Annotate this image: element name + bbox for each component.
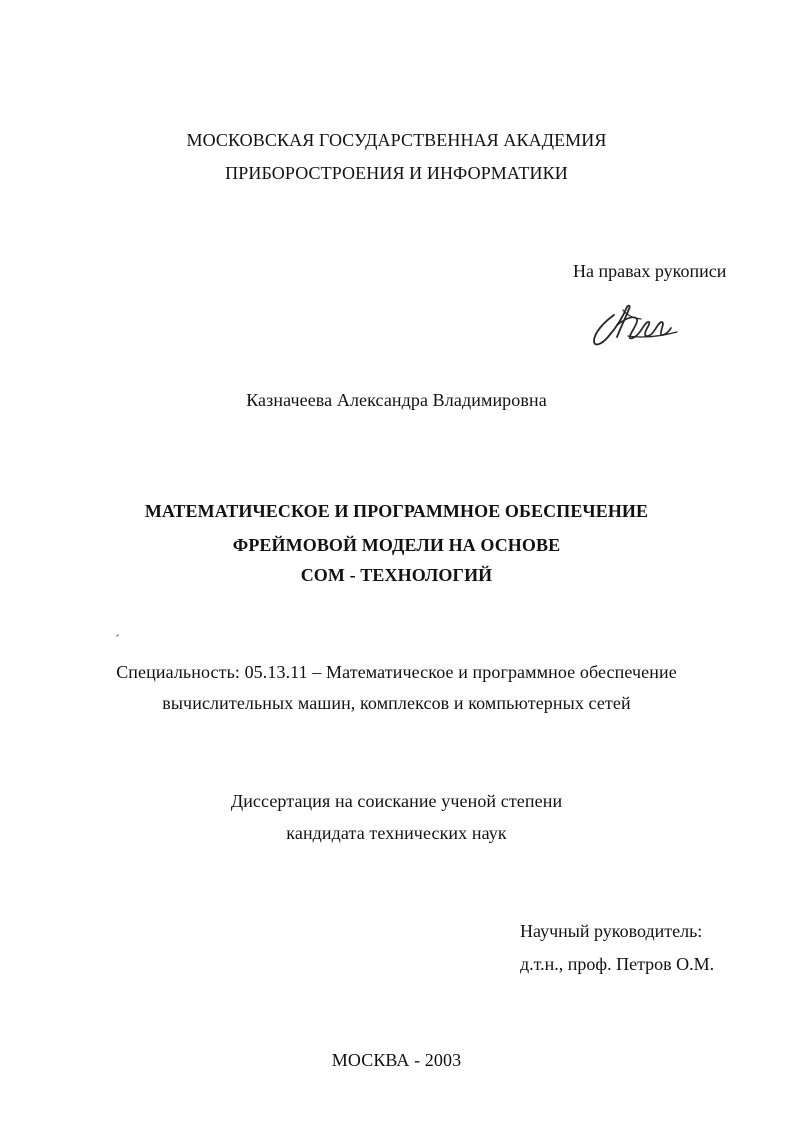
specialty-line-1: Специальность: 05.13.11 – Математическое и программное обеспечение [116,662,677,682]
scan-mark [116,634,119,636]
institution-name-line-1: МОСКОВСКАЯ ГОСУДАРСТВЕННАЯ АКАДЕМИЯ [186,130,607,150]
supervisor-name: д.т.н., проф. Петров О.М. [520,954,715,974]
dissertation-title-line-3: COM - ТЕХНОЛОГИЙ [300,565,493,585]
manuscript-rights-note: На правах рукописи [573,261,727,281]
dissertation-degree-line-2: кандидата технических наук [286,823,507,843]
supervisor-label: Научный руководитель: [520,921,703,941]
dissertation-title-line-2: ФРЕЙМОВОЙ МОДЕЛИ НА ОСНОВЕ [232,535,561,555]
institution-name-line-2: ПРИБОРОСТРОЕНИЯ И ИНФОРМАТИКИ [225,163,568,183]
dissertation-title-line-1: МАТЕМАТИЧЕСКОЕ И ПРОГРАММНОЕ ОБЕСПЕЧЕНИЕ [144,501,649,521]
author-name: Казначеева Александра Владимировна [246,390,547,410]
signature-image [586,294,696,352]
city-year: МОСКВА - 2003 [331,1050,462,1070]
specialty-line-2: вычислительных машин, комплексов и компьютерных сетей [162,693,631,713]
dissertation-degree-line-1: Диссертация на соискание ученой степени [230,791,563,811]
